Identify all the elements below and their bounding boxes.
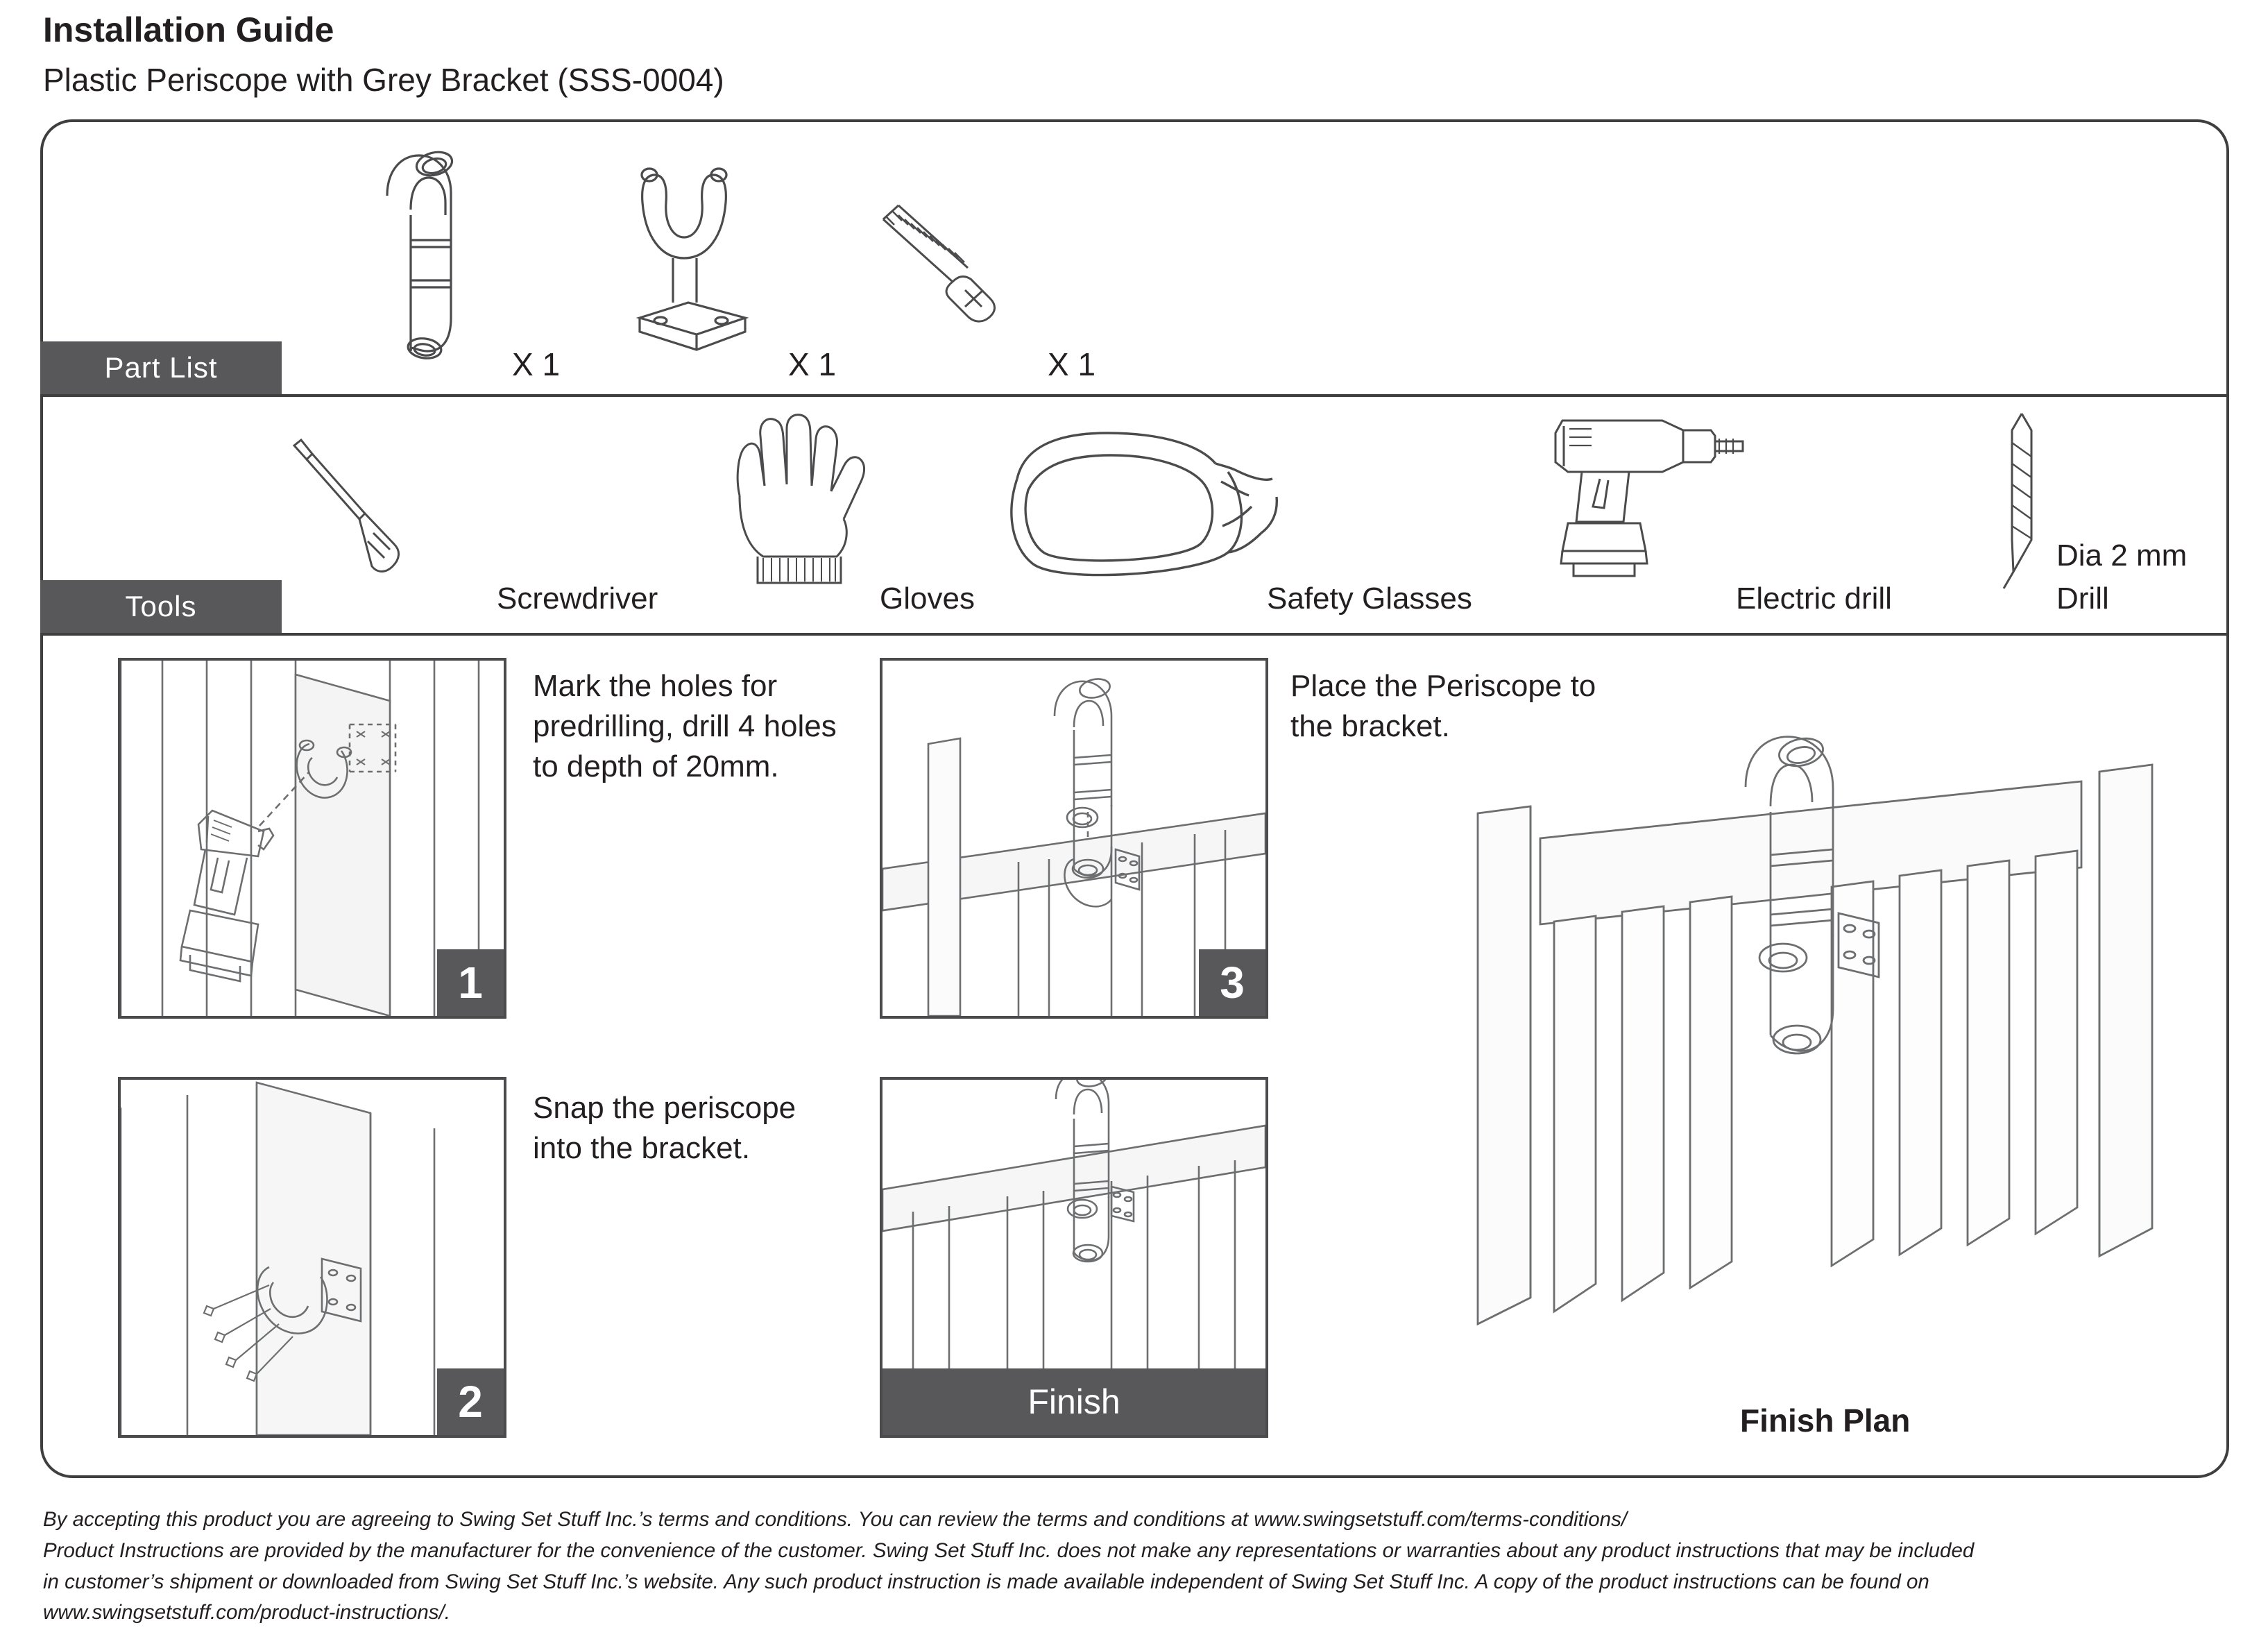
part-periscope-illustration — [347, 143, 486, 379]
legal-line-3: in customer’s shipment or downloaded from Swing Set Stuff Inc.’s website. Any such product instruction is made available independent of Swing Set Stuff Inc. A copy of the product instructions can be found on — [43, 1570, 1929, 1593]
part-screw-illustration — [871, 193, 1037, 332]
part-qty-bracket: X 1 — [788, 346, 837, 382]
step-3-image — [880, 658, 1268, 1019]
step-1-image — [118, 658, 506, 1019]
divider-tools — [40, 633, 2229, 636]
step-1-number: 1 — [437, 949, 504, 1016]
step-3-number: 3 — [1199, 949, 1265, 1016]
tool-label-drill-dia: Dia 2 mm — [2056, 538, 2188, 572]
electric-drill-icon — [1540, 402, 1762, 604]
part-qty-periscope: X 1 — [512, 346, 561, 382]
gloves-icon — [715, 408, 888, 602]
tools-label: Tools — [125, 590, 197, 622]
finish-plan-label: Finish Plan — [1740, 1402, 1911, 1439]
tool-label-electric-drill: Electric drill — [1736, 582, 1892, 616]
part-qty-screw: X 1 — [1048, 346, 1096, 382]
page-subtitle: Plastic Periscope with Grey Bracket (SSS-0004) — [43, 62, 724, 98]
tool-label-drill: Drill — [2056, 582, 2109, 616]
finish-label: Finish — [883, 1368, 1265, 1435]
tool-label-screwdriver: Screwdriver — [497, 582, 658, 616]
drill-bit-icon — [1983, 407, 2059, 601]
screwdriver-icon — [276, 430, 484, 604]
tool-label-gloves: Gloves — [880, 582, 975, 616]
legal-line-4: www.swingsetstuff.com/product-instructions/. — [43, 1601, 450, 1625]
step-1-text: Mark the holes for predrilling, drill 4 holes to depth of 20mm. — [533, 669, 837, 784]
finish-plan-illustration — [1471, 729, 2165, 1388]
legal-line-1: By accepting this product you are agreeing to Swing Set Stuff Inc.’s terms and conditions. You can review the terms and conditions at www.swingsetstuff.com/terms-conditions/ — [43, 1508, 1628, 1531]
tool-label-safety-glasses: Safety Glasses — [1267, 582, 1472, 616]
legal-footer — [43, 1504, 2228, 1629]
step-2-number: 2 — [437, 1368, 504, 1435]
section-tag-part-list — [40, 341, 282, 394]
step-2-image — [118, 1077, 506, 1438]
safety-glasses-icon — [992, 415, 1290, 602]
legal-line-2: Product Instructions are provided by the manufacturer for the convenience of the customer. Swing Set Stuff Inc. does not make any representations or warranties about any product instructions that may be included — [43, 1538, 1975, 1562]
step-3-text: Place the Periscope to the bracket. — [1290, 669, 1596, 744]
part-list-label: Part List — [104, 351, 218, 384]
finish-image — [880, 1077, 1268, 1438]
divider-partlist — [40, 394, 2229, 397]
page-title: Installation Guide — [43, 10, 334, 49]
step-2-text: Snap the periscope into the bracket. — [533, 1091, 796, 1166]
section-tag-tools — [40, 580, 282, 633]
part-bracket-illustration — [624, 154, 770, 376]
